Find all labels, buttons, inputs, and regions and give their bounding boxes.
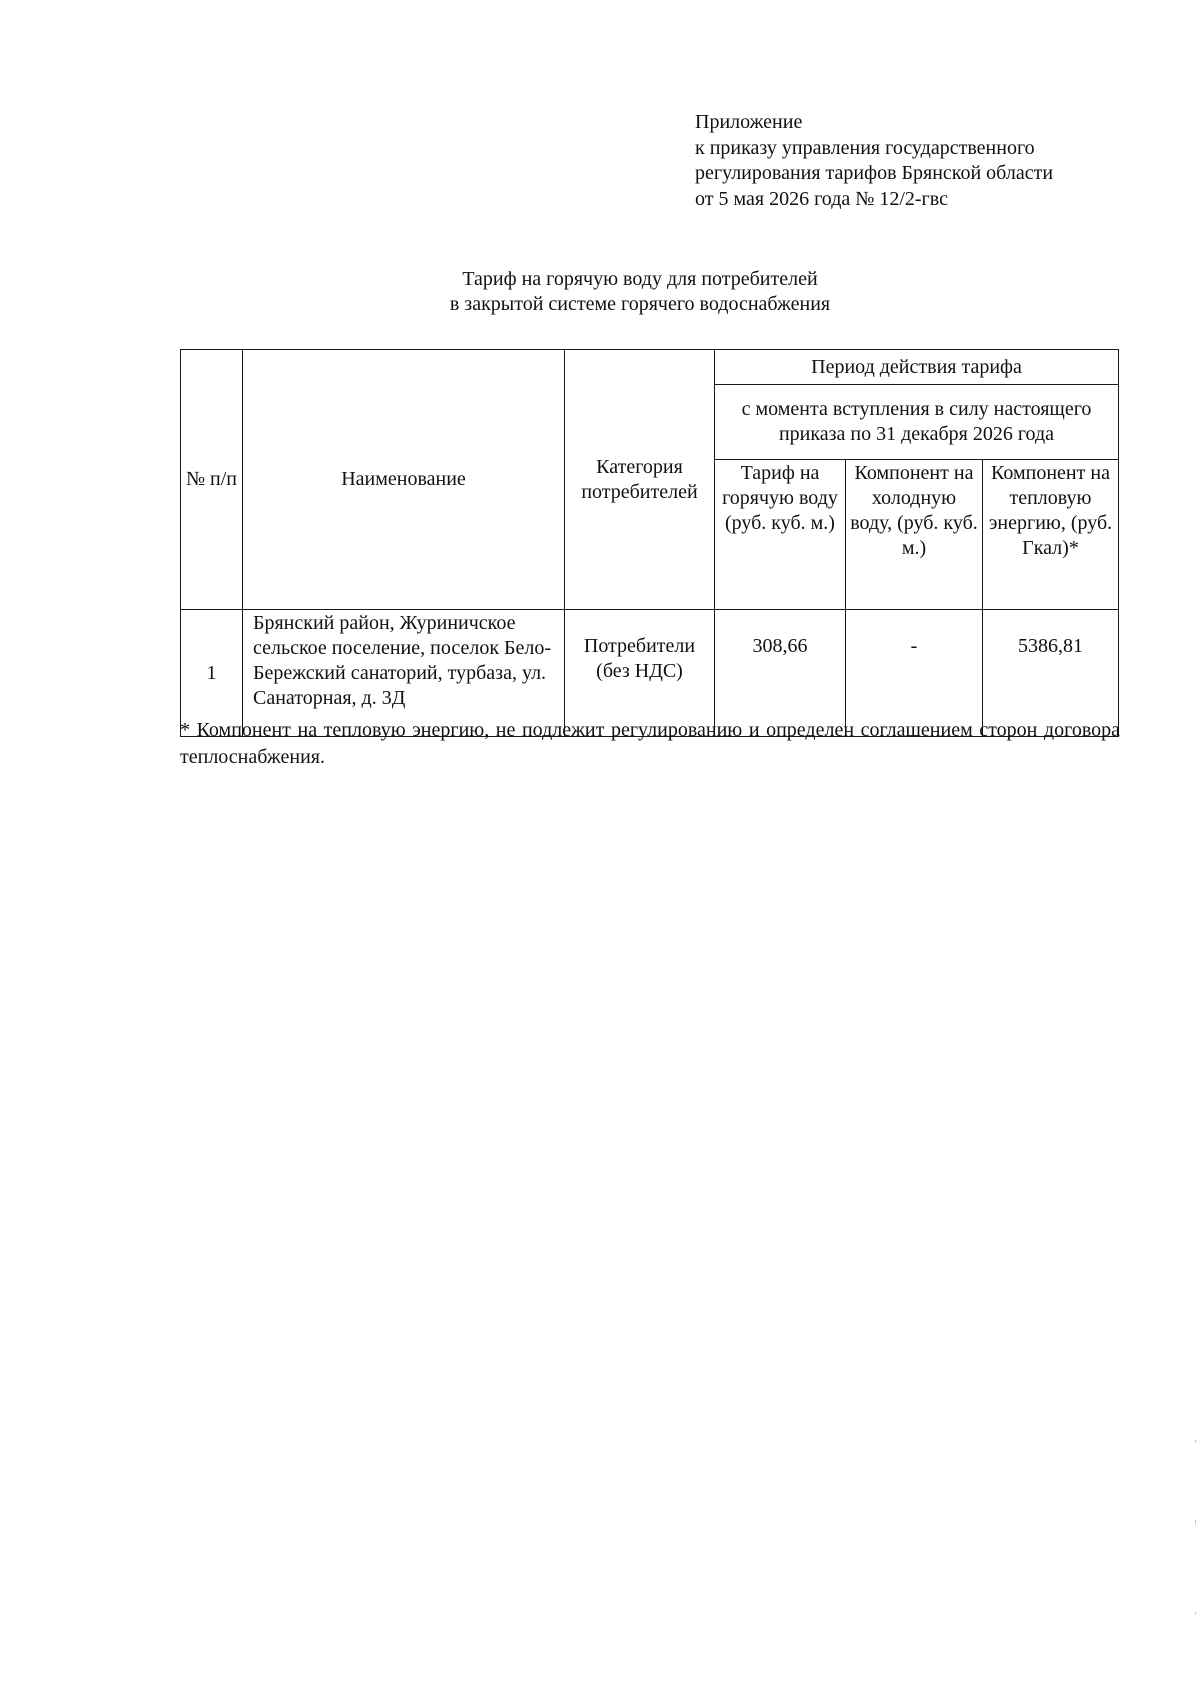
header-period: Период действия тарифа	[715, 350, 1119, 385]
title-line: в закрытой системе горячего водоснабжения	[449, 293, 831, 315]
header-heat-component: Компонент на тепловую энергию, (руб. Гкал)*	[983, 460, 1119, 610]
header-effective-period: с момента вступления в силу настоящего приказа по 31 декабря 2026 года	[715, 385, 1119, 460]
header-number: № п/п	[181, 350, 243, 610]
document-title	[420, 267, 860, 317]
header-category: Категория потребителей	[565, 350, 715, 610]
appendix-line: регулирования тарифов Брянской области	[695, 162, 1054, 184]
scan-mark	[1195, 1612, 1196, 1615]
cell-cold-component: -	[846, 610, 983, 737]
appendix-line: от 5 мая 2026 года № 12/2-гвс	[695, 187, 948, 210]
cell-name: Брянский район, Журиничское сельское поселение, поселок Бело-Бережский санаторий, турбаза, ул. Санаторная, д. 3Д	[243, 610, 565, 737]
footnote: * Компонент на тепловую энергию, не подлежит регулированию и определен соглашением сторон договора теплоснабжения.	[180, 719, 1120, 768]
appendix-line: к приказу управления государственного	[695, 136, 1035, 159]
scan-mark	[1195, 1440, 1196, 1443]
header-tariff: Тариф на горячую воду (руб. куб. м.)	[715, 460, 846, 610]
cell-heat-component: 5386,81	[983, 610, 1119, 737]
header-cold-component: Компонент на холодную воду, (руб. куб. м.)	[846, 460, 983, 610]
title-line: Тариф на горячую воду для потребителей	[462, 268, 818, 290]
scan-mark	[1195, 1520, 1196, 1524]
appendix-block	[695, 110, 1053, 212]
cell-tariff: 308,66	[715, 610, 846, 737]
tariff-table	[180, 349, 1119, 737]
cell-number: 1	[181, 610, 243, 737]
cell-category: Потребители (без НДС)	[565, 610, 715, 737]
appendix-line: Приложение	[695, 111, 803, 133]
header-name: Наименование	[243, 350, 565, 610]
